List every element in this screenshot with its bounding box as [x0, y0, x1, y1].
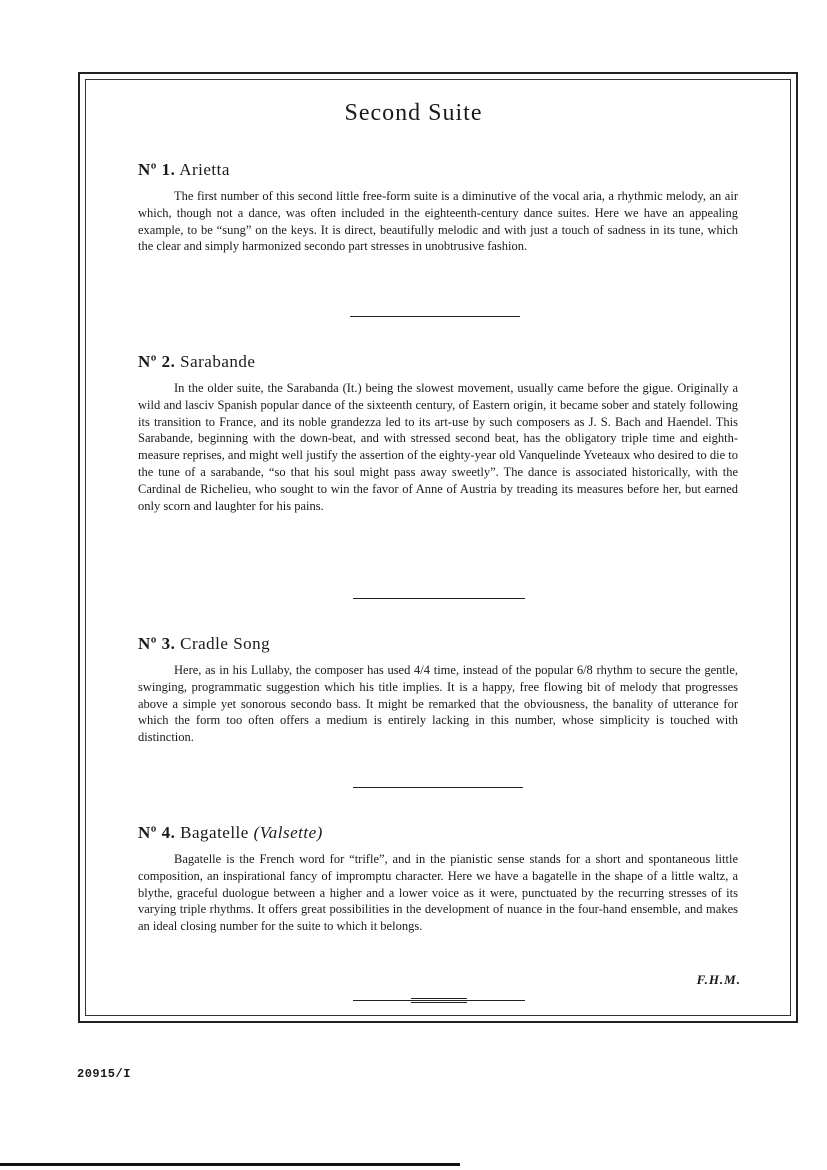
section-number: Nº 2.	[138, 352, 176, 371]
ornament-line	[353, 1000, 525, 1001]
section-divider	[353, 787, 523, 788]
closing-ornament	[353, 997, 525, 1005]
section-name: Bagatelle	[180, 823, 249, 842]
section-number: Nº 4.	[138, 823, 176, 842]
section-arietta	[138, 160, 738, 255]
section-heading	[138, 634, 738, 654]
section-bagatelle	[138, 823, 738, 935]
page-title: Second Suite	[344, 100, 483, 126]
section-text: Bagatelle is the French word for “trifle”, and in the pianistic sense stands for a short and spontaneous little composition, an inspirational fancy of impromptu character. Here we have a bagatelle in the shape of a little waltz, a blythe, graceful duologue between a higher and a lower voice as it were, punctuated by the recurring stresses of its varying triple rhythms. It offers great possibilities in the development of nuance in the four-hand ensemble, and makes an ideal closing number for the suite to which it belongs.	[138, 852, 738, 934]
section-number: Nº 3.	[138, 634, 176, 653]
section-divider	[353, 598, 525, 599]
scan-edge-line	[0, 1163, 460, 1166]
section-heading	[138, 160, 738, 180]
section-divider	[350, 316, 520, 317]
section-text: Here, as in his Lullaby, the composer has used 4/4 time, instead of the popular 6/8 rhythm to secure the gentle, swinging, programmatic suggestion which his title implies. It is a happy, free flowing bit of melody that progresses above a simple yet sonorous secondo bass. It might be remarked that the obviousness, the banality of utterance for which the form too often offers a medium is entirely lacking in this number, whose simplicity is touched with distinction.	[138, 663, 738, 745]
section-number: Nº 1.	[138, 160, 176, 179]
signature: F.H.M.	[696, 972, 741, 987]
section-subtitle: (Valsette)	[253, 823, 323, 842]
section-name: Cradle Song	[180, 634, 271, 653]
section-sarabande	[138, 352, 738, 514]
section-heading	[138, 352, 738, 372]
section-heading	[138, 823, 738, 843]
ornament-line	[411, 998, 467, 999]
catalog-number: 20915/I	[77, 1067, 131, 1081]
section-cradle-song	[138, 634, 738, 746]
section-name: Arietta	[179, 160, 230, 179]
section-text: The first number of this second little free-form suite is a diminutive of the vocal aria, a rhythmic melody, an air which, though not a dance, was often included in the eighteenth-century dance suites. Here we have an appealing example, to be “sung” on the keys. It is direct, beautifully melodic and with just a touch of sadness in its tune, which the clear and simply harmonized secondo part stresses in unobtrusive fashion.	[138, 189, 738, 254]
ornament-line	[411, 1002, 467, 1003]
section-text: In the older suite, the Sarabanda (It.) being the slowest movement, usually came before the gigue. Originally a wild and lasciv Spanish popular dance of the sixteenth century, of Eastern origin, it became sober and stately following its transition to France, and its noble grandezza led to its art-use by such composers as J. S. Bach and Haendel. This Sarabande, beginning with the down-beat, and with stressed second beat, has the obligatory triple time and eighth-measure reprises, and might well justify the assertion of the eighty-year old Vanquelinde Yveteaux who desired to die to the tune of a sarabande, “so that his soul might pass away sweetly”. The dance is associated historically, with the Cardinal de Richelieu, who sought to win the favor of Anne of Austria by treading its measures before her, but earned only scorn and laughter for his pains.	[138, 381, 738, 513]
section-name: Sarabande	[180, 352, 256, 371]
